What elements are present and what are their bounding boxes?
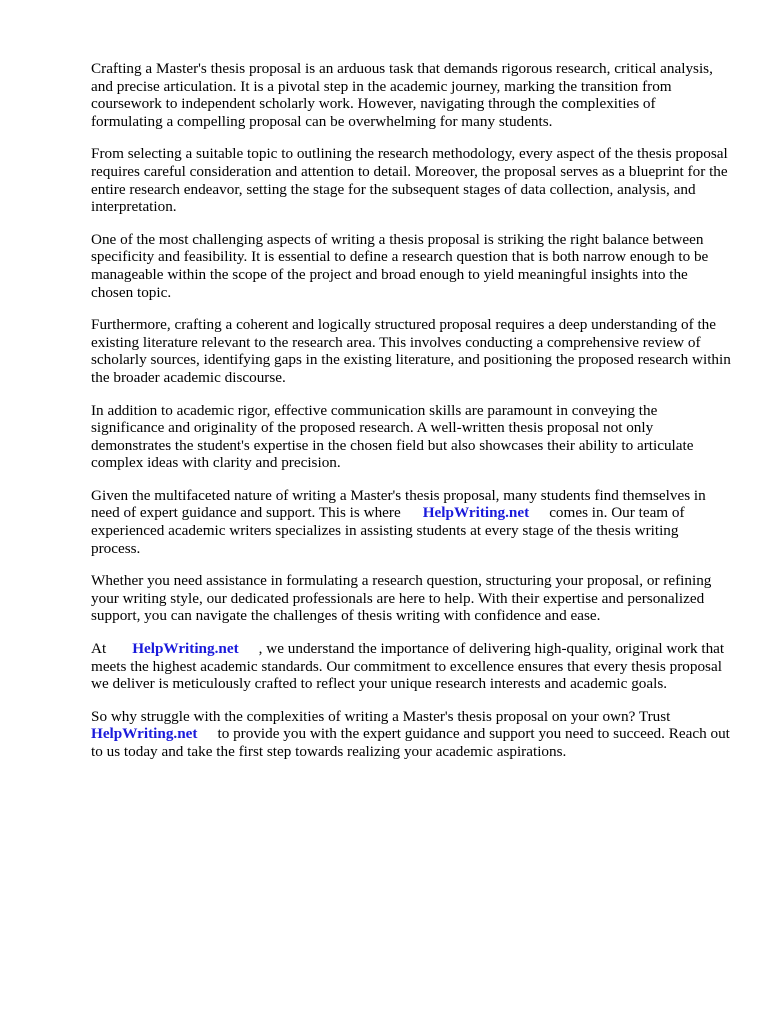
paragraph-8-text-after: , we understand the importance of delivering high-quality, original work that meets the highest academic standards. Our commitment to excellence ensures that every thesis proposal we deliver is meticulously crafted to reflect your unique research interests and academic goals. xyxy=(91,640,725,693)
paragraph-4: Furthermore, crafting a coherent and logically structured proposal requires a deep understanding of the existing literature relevant to the research area. This involves conducting a comprehensive review of scholarly sources, identifying gaps in the existing literature, and positioning the proposed research within the broader academic discourse. xyxy=(91,316,731,386)
helpwriting-link[interactable]: HelpWriting.net xyxy=(132,640,239,658)
helpwriting-link[interactable]: HelpWriting.net xyxy=(422,504,530,522)
paragraph-8 xyxy=(91,640,731,693)
paragraph-3: One of the most challenging aspects of writing a thesis proposal is striking the right balance between specificity and feasibility. It is essential to define a research question that is both narrow enough to be manageable within the scope of the project and broad enough to yield meaningful insights into the chosen topic. xyxy=(91,230,709,301)
paragraph-9-text-after: to provide you with the expert guidance and support you need to succeed. Reach out to us today and take the first step towards realizing your academic aspirations. xyxy=(91,725,730,760)
paragraph-6-text-after: comes in. Our team of experienced academic writers specializes in assisting students at every stage of the thesis writing process. xyxy=(91,504,685,557)
paragraph-6-text-before: Given the multifaceted nature of writing a Master's thesis proposal, many students find themselves in need of expert guidance and support. This is where xyxy=(91,486,706,522)
helpwriting-link[interactable]: HelpWriting.net xyxy=(91,725,198,743)
paragraph-2: From selecting a suitable topic to outlining the research methodology, every aspect of the thesis proposal requires careful consideration and attention to detail. Moreover, the proposal serves as a blueprint for the entire research endeavor, setting the stage for the subsequent stages of data collection, analysis, and interpretation. xyxy=(91,145,728,216)
paragraph-5: In addition to academic rigor, effective communication skills are paramount in conveying the significance and originality of the proposed research. A well-written thesis proposal not only demonstrates the student's expertise in the chosen field but also showcases their ability to articulate complex ideas with clarity and precision. xyxy=(91,401,694,472)
paragraph-9-text-before: So why struggle with the complexities of writing a Master's thesis proposal on your own? Trust xyxy=(91,707,671,725)
document-body xyxy=(91,60,731,776)
paragraph-7: Whether you need assistance in formulating a research question, structuring your proposal, or refining your writing style, our dedicated professionals are here to help. With their expertise and personalized support, you can navigate the challenges of thesis writing with confidence and ease. xyxy=(91,572,712,625)
paragraph-6 xyxy=(91,487,731,557)
paragraph-8-text-before: At xyxy=(91,640,107,658)
paragraph-9 xyxy=(91,708,731,761)
paragraph-1: Crafting a Master's thesis proposal is an arduous task that demands rigorous research, critical analysis, and precise articulation. It is a pivotal step in the academic journey, marking the transition from coursework to independent scholarly work. However, navigating through the complexities of formulating a compelling proposal can be overwhelming for many students. xyxy=(91,60,713,130)
